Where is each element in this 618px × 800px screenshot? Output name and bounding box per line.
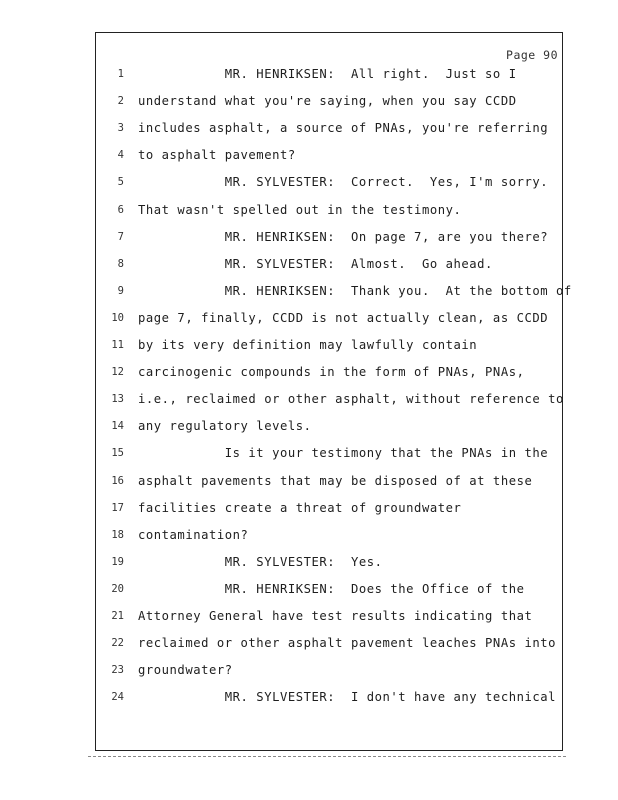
transcript-line bbox=[0, 146, 618, 166]
transcript-line bbox=[0, 499, 618, 519]
transcript-line bbox=[0, 255, 618, 275]
line-number: 7 bbox=[117, 230, 124, 243]
line-number: 9 bbox=[117, 284, 124, 297]
transcript-line bbox=[0, 661, 618, 681]
line-text: by its very definition may lawfully contain bbox=[138, 338, 478, 352]
transcript-line bbox=[0, 444, 618, 464]
line-text: That wasn't spelled out in the testimony. bbox=[138, 202, 462, 217]
line-number: 1 bbox=[117, 68, 124, 80]
line-text: MR. HENRIKSEN: On page 7, are you there? bbox=[138, 229, 549, 244]
transcript-line bbox=[0, 65, 618, 85]
line-text: MR. HENRIKSEN: Thank you. At the bottom of bbox=[138, 283, 572, 298]
line-text: MR. HENRIKSEN: Does the Office of the bbox=[138, 581, 525, 596]
line-text: Attorney General have test results indicating that bbox=[138, 609, 533, 623]
line-number: 11 bbox=[111, 339, 124, 351]
line-text: asphalt pavements that may be disposed of at these bbox=[138, 473, 533, 488]
line-text: groundwater? bbox=[138, 663, 233, 678]
line-number: 22 bbox=[111, 637, 124, 650]
line-number: 6 bbox=[117, 203, 124, 216]
line-number: 23 bbox=[111, 664, 124, 677]
transcript-line bbox=[0, 526, 618, 546]
transcript-line bbox=[0, 173, 618, 193]
line-number: 20 bbox=[111, 582, 124, 595]
line-number: 2 bbox=[117, 95, 124, 108]
line-number: 15 bbox=[111, 447, 124, 460]
line-text: reclaimed or other asphalt pavement leaches PNAs into bbox=[138, 636, 557, 651]
line-text: Is it your testimony that the PNAs in the bbox=[138, 446, 549, 461]
line-number: 10 bbox=[111, 311, 124, 324]
line-text: understand what you're saying, when you say CCDD bbox=[138, 94, 517, 109]
line-text: MR. SYLVESTER: I don't have any technical bbox=[138, 690, 557, 705]
transcript-line bbox=[0, 688, 618, 708]
transcript-line bbox=[0, 119, 618, 139]
transcript-line bbox=[0, 553, 618, 573]
transcript-line bbox=[0, 472, 618, 492]
line-text: facilities create a threat of groundwater bbox=[138, 500, 462, 515]
line-text: i.e., reclaimed or other asphalt, without reference to bbox=[138, 392, 564, 407]
line-text: to asphalt pavement? bbox=[138, 148, 296, 163]
transcript-line bbox=[0, 417, 618, 437]
bottom-rule bbox=[95, 750, 563, 751]
transcript-line bbox=[0, 282, 618, 302]
transcript-line bbox=[0, 336, 618, 356]
transcript-line bbox=[0, 309, 618, 329]
line-number: 24 bbox=[111, 691, 124, 704]
line-number: 4 bbox=[117, 149, 124, 162]
page-number: Page 90 bbox=[506, 48, 558, 62]
line-text: MR. SYLVESTER: Correct. Yes, I'm sorry. bbox=[138, 175, 549, 190]
line-text: MR. HENRIKSEN: All right. Just so I bbox=[138, 67, 517, 81]
transcript-line bbox=[0, 363, 618, 383]
line-text: MR. SYLVESTER: Almost. Go ahead. bbox=[138, 256, 493, 271]
transcript-line bbox=[0, 201, 618, 221]
line-number: 3 bbox=[117, 122, 124, 135]
line-number: 21 bbox=[111, 610, 124, 622]
line-text: page 7, finally, CCDD is not actually clean, as CCDD bbox=[138, 310, 549, 325]
line-number: 12 bbox=[111, 366, 124, 379]
transcript-line bbox=[0, 634, 618, 654]
transcript-line bbox=[0, 92, 618, 112]
transcript-line bbox=[0, 580, 618, 600]
transcript-line bbox=[0, 390, 618, 410]
line-number: 13 bbox=[111, 393, 124, 406]
line-text: MR. SYLVESTER: Yes. bbox=[138, 554, 383, 569]
line-text: contamination? bbox=[138, 527, 249, 542]
line-number: 19 bbox=[111, 555, 124, 568]
transcript-line bbox=[0, 607, 618, 627]
line-number: 16 bbox=[111, 474, 124, 487]
scan-artifact-rule bbox=[88, 756, 566, 757]
line-number: 5 bbox=[117, 176, 124, 189]
line-number: 17 bbox=[111, 501, 124, 514]
transcript-line bbox=[0, 228, 618, 248]
line-number: 18 bbox=[111, 528, 124, 541]
line-text: carcinogenic compounds in the form of PNAs, PNAs, bbox=[138, 365, 525, 380]
line-number: 14 bbox=[111, 420, 124, 433]
line-text: includes asphalt, a source of PNAs, you're referring bbox=[138, 121, 549, 136]
line-number: 8 bbox=[117, 257, 124, 270]
line-text: any regulatory levels. bbox=[138, 419, 312, 434]
